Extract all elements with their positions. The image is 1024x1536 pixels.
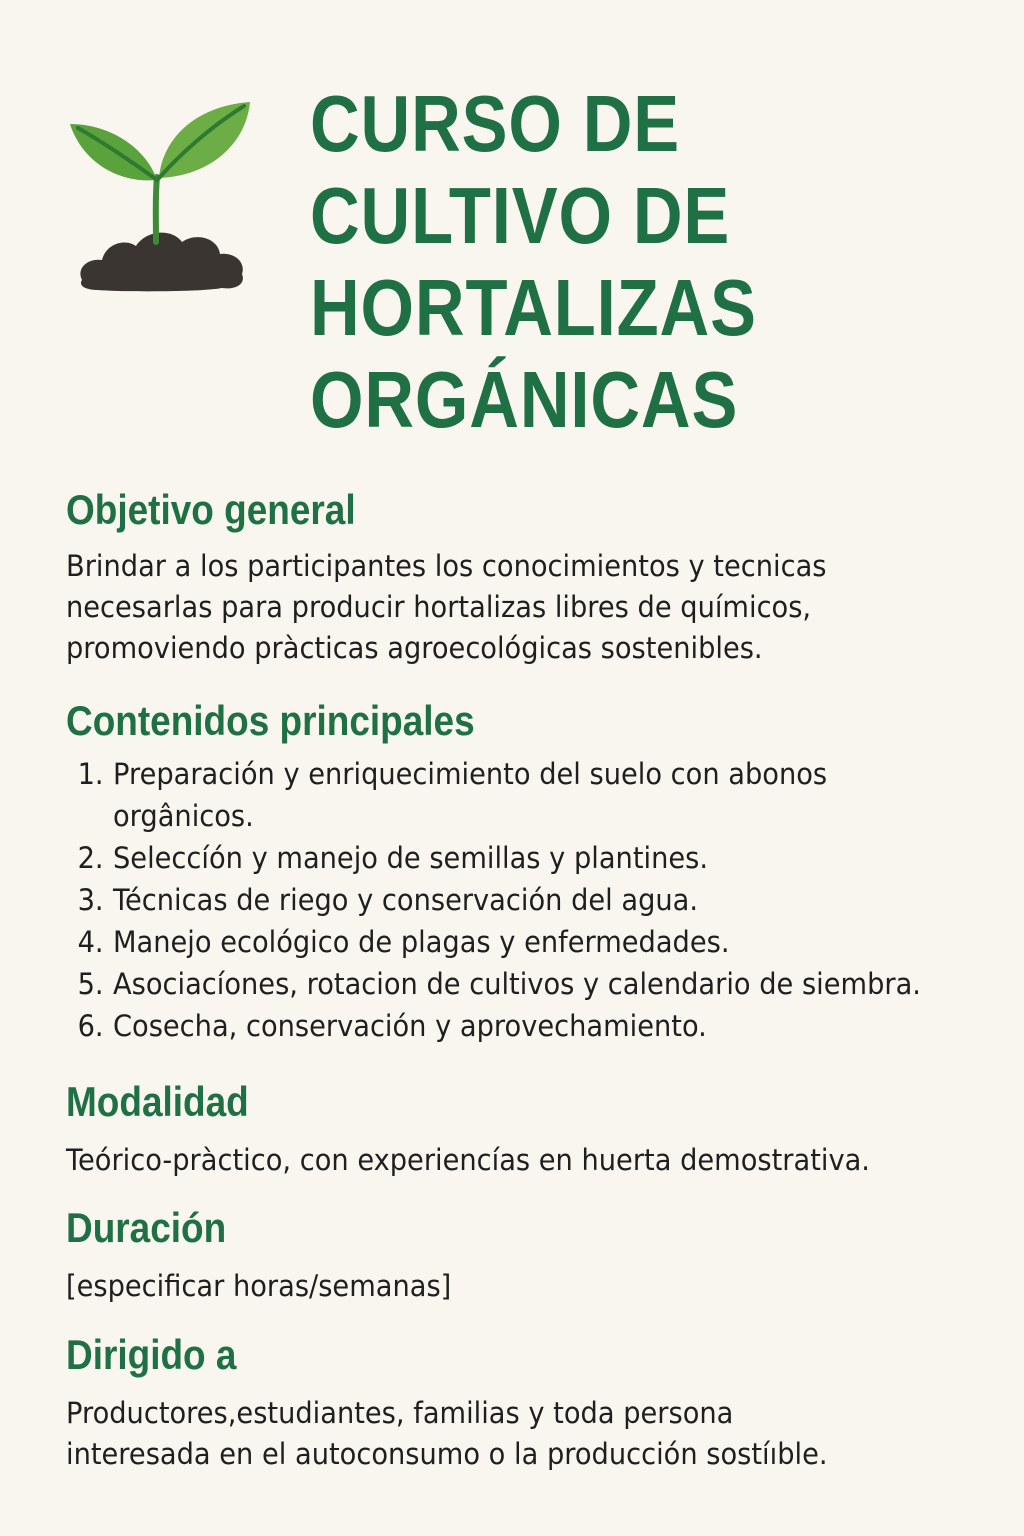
soil-mound — [80, 233, 242, 292]
list-item-number: 1. — [77, 757, 104, 791]
list-item-line: Preparación y enriquecimiento del suelo con abonos — [113, 757, 828, 791]
list-item-number: 4. — [77, 925, 104, 959]
modalidad-text: Teórico-pràctico, con experiencı́as en huerta demostrativa. — [66, 1143, 870, 1177]
objetivo-text — [66, 546, 950, 669]
list-item — [66, 753, 968, 837]
list-item-text: Asociacı́ones, rotacion de cultivos y calendario de siembra. — [113, 967, 921, 1001]
list-item-line: orgânicos. — [113, 799, 254, 833]
duracion-section — [66, 1202, 986, 1307]
objetivo-line: necesarlas para producir hortalizas libres de químicos, — [66, 590, 812, 624]
list-item-number: 2. — [77, 841, 104, 875]
objetivo-line: promoviendo pràcticas agroecológicas sostenibles. — [66, 631, 763, 665]
title-line: HORTALIZAS — [310, 263, 757, 352]
list-item-text: Seleccı́ón y manejo de semillas y plantines. — [113, 841, 709, 875]
dirigido-line: interesada en el autoconsumo o la producción sostı́ıble. — [66, 1437, 828, 1471]
right-leaf — [159, 102, 250, 178]
duracion-heading: Duración — [66, 1204, 227, 1251]
duracion-text: [especificar horas/semanas] — [66, 1269, 452, 1303]
objetivo-heading: Objetivo general — [66, 486, 356, 533]
contenidos-heading: Contenidos principales — [66, 697, 475, 744]
list-item-text: Técnicas de riego y conservación del agua. — [113, 883, 699, 917]
dirigido-line: Productores,estudiantes, familias y toda persona — [66, 1396, 734, 1430]
list-item — [66, 1005, 968, 1047]
list-item-text — [104, 753, 969, 837]
dirigido-text — [66, 1393, 950, 1475]
list-item — [66, 963, 968, 1005]
contenidos-section — [66, 695, 986, 1047]
list-item-number: 3. — [77, 883, 104, 917]
list-item — [66, 837, 968, 879]
list-item-text: Cosecha, conservación y aprovechamiento. — [113, 1009, 707, 1043]
list-item — [66, 879, 968, 921]
title-line: ORGÁNICAS — [310, 355, 739, 444]
list-item-number: 6. — [77, 1009, 104, 1043]
title-line: CULTIVO DE — [310, 171, 731, 260]
dirigido-heading: Dirigido a — [66, 1331, 237, 1378]
list-item-number: 5. — [77, 967, 104, 1001]
objetivo-section — [66, 484, 986, 669]
seedling-icon — [62, 92, 262, 302]
seedling-stem — [156, 177, 157, 242]
list-item-text: Manejo ecológico de plagas y enfermedades. — [113, 925, 730, 959]
objetivo-line: Brindar a los participantes los conocimientos y tecnicas — [66, 549, 827, 583]
modalidad-heading: Modalidad — [66, 1078, 249, 1125]
list-item — [66, 921, 968, 963]
dirigido-section — [66, 1329, 986, 1475]
page-title — [310, 78, 903, 446]
contenidos-list — [66, 753, 986, 1047]
title-line: CURSO DE — [310, 79, 681, 168]
modalidad-section — [66, 1076, 986, 1181]
